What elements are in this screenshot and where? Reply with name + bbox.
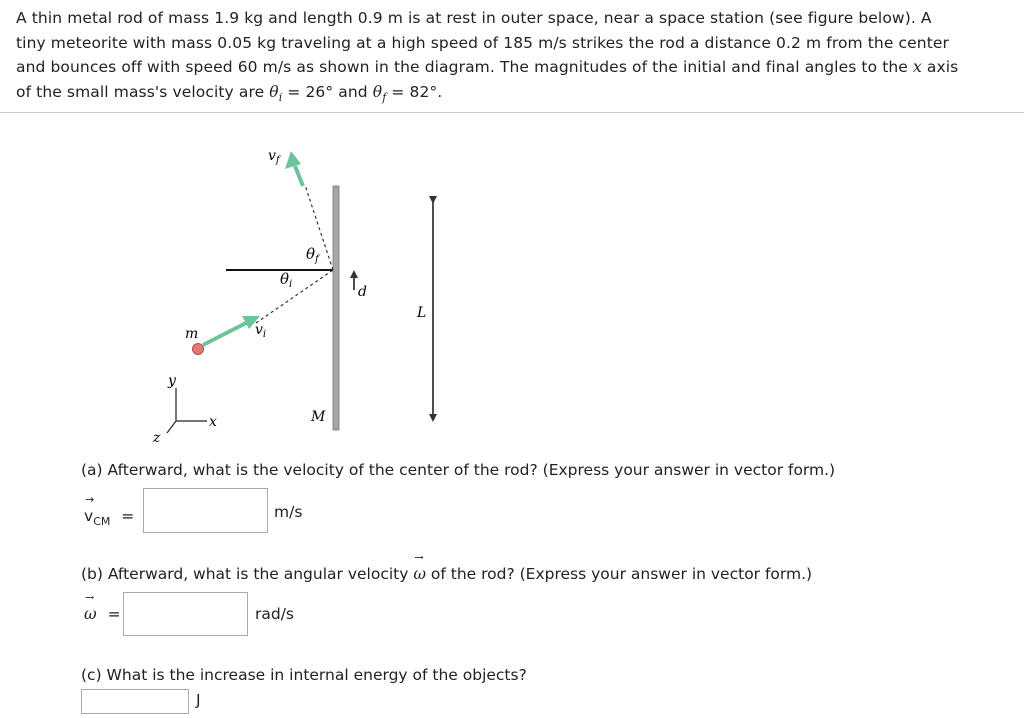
omega-answer-input[interactable] <box>123 592 248 636</box>
energy-answer-input[interactable] <box>81 689 189 714</box>
section-divider <box>0 112 1024 113</box>
collision-diagram <box>140 138 460 450</box>
meteorite-ball <box>193 344 204 355</box>
L-label: L <box>417 305 427 321</box>
problem-line-4: of the small mass's velocity are $\theta_i = 26^\circ$ and $\theta_f = 82^\circ$. <box>16 82 443 104</box>
m-label: m <box>185 326 199 342</box>
z-axis-label: z <box>153 430 161 446</box>
question-b: (b) Afterward, what is the angular velocity → ω of the rod? (Express your answer in vector form.) <box>81 551 813 583</box>
M-label: M <box>311 409 326 425</box>
vf-arrowhead <box>285 151 301 169</box>
vector-arrow-icon: → <box>85 493 95 506</box>
vi-arrow <box>203 323 246 345</box>
d-label: d <box>358 284 367 300</box>
omega-unit: rad/s <box>255 605 295 623</box>
vf-arrow <box>295 166 303 186</box>
question-c: (c) What is the increase in internal energy of the objects? <box>81 666 527 684</box>
omega-label: → ω = <box>84 591 121 623</box>
problem-line-2: tiny meteorite with mass 0.05 kg traveling at a high speed of 185 m/s strikes the rod a distance 0.2 m from the center <box>16 33 949 52</box>
vf-label: $v_f$ <box>268 148 280 166</box>
problem-line-1: A thin metal rod of mass 1.9 kg and length 0.9 m is at rest in outer space, near a space station (see figure below). A <box>16 9 932 27</box>
incoming-path-dashed <box>256 270 333 323</box>
energy-unit: J <box>196 691 201 709</box>
rod <box>333 186 339 430</box>
theta-f-label: $\theta_f$ <box>306 245 319 265</box>
vcm-unit: m/s <box>274 503 303 521</box>
vi-label: $v_i$ <box>255 322 267 340</box>
theta-i-label: $\theta_i$ <box>280 270 293 290</box>
question-a: (a) Afterward, what is the velocity of the center of the rod? (Express your answer in vector form.) <box>81 461 836 479</box>
vector-arrow-icon: → <box>85 591 95 604</box>
vector-arrow-icon: → <box>414 551 424 564</box>
vcm-answer-input[interactable] <box>143 488 268 533</box>
problem-statement <box>16 6 1016 104</box>
y-axis-label: y <box>168 373 176 389</box>
vcm-label: → $v_{CM}$ = <box>84 493 135 528</box>
x-axis-label: x <box>209 414 217 430</box>
z-axis-line <box>167 421 176 433</box>
problem-line-3: and bounces off with speed 60 m/s as shown in the diagram. The magnitudes of the initial and final angles to the x axis <box>16 58 959 76</box>
